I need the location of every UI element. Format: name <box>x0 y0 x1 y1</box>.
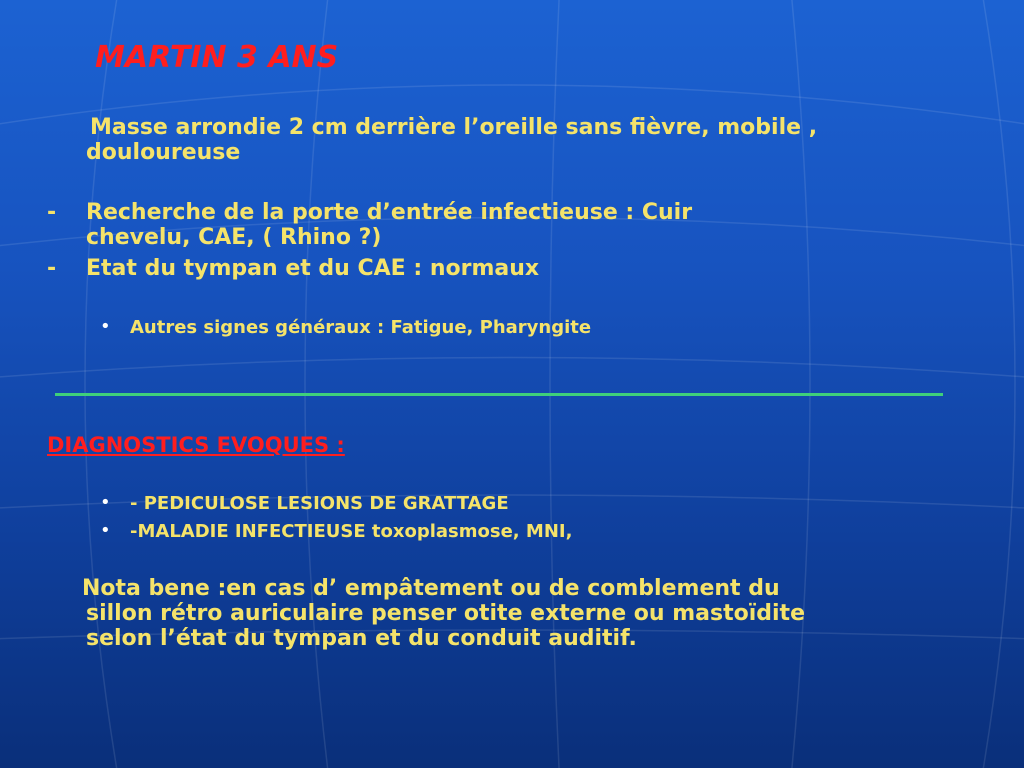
divider-line <box>55 393 943 396</box>
bullet-icon: • <box>100 520 111 541</box>
dash-marker: - <box>47 200 57 225</box>
dash-marker: - <box>47 256 57 281</box>
dash-item-2: Etat du tympan et du CAE : normaux <box>86 256 540 281</box>
dash-item-1-line-1: Recherche de la porte d’entrée infectieuse : Cuir <box>86 200 693 225</box>
slide-title: MARTIN 3 ANS <box>95 40 339 75</box>
dash-item-1-line-2: chevelu, CAE, ( Rhino ?) <box>86 225 382 250</box>
bullet-icon: • <box>100 316 111 337</box>
intro-line-2: douloureuse <box>86 140 241 165</box>
diagnostic-item-1: - PEDICULOSE LESIONS DE GRATTAGE <box>130 493 509 514</box>
note-line-1: Nota bene :en cas d’ empâtement ou de comblement du <box>82 576 780 601</box>
diagnostics-heading: DIAGNOSTICS EVOQUES : <box>47 433 345 457</box>
bullet-icon: • <box>100 492 111 513</box>
note-line-2: sillon rétro auriculaire penser otite externe ou mastoïdite <box>86 601 805 626</box>
note-line-3: selon l’état du tympan et du conduit auditif. <box>86 626 637 651</box>
signs-text: Autres signes généraux : Fatigue, Pharyngite <box>130 317 592 338</box>
diagnostic-item-2: -MALADIE INFECTIEUSE toxoplasmose, MNI, <box>130 521 573 542</box>
intro-line-1: Masse arrondie 2 cm derrière l’oreille sans fièvre, mobile , <box>90 115 818 140</box>
